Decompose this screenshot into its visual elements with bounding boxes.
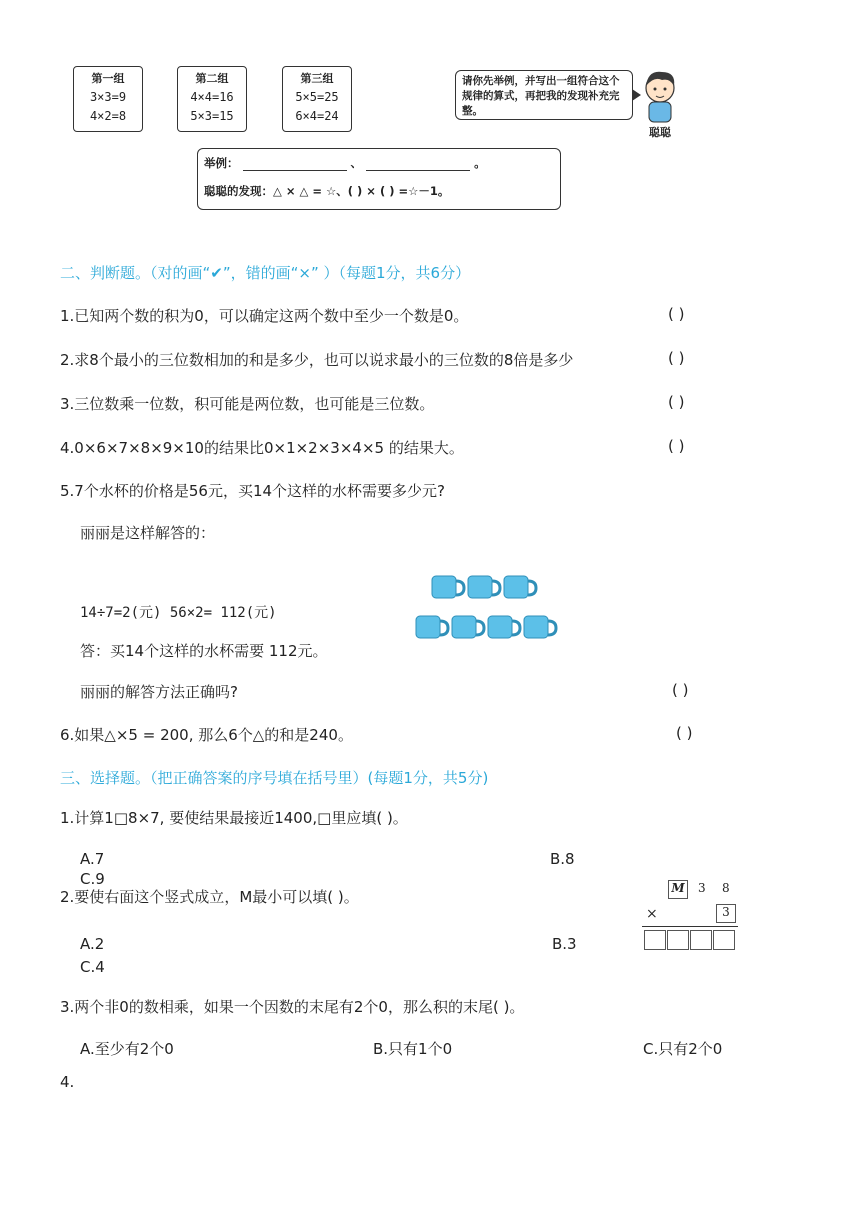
q5-calculation: 14÷7=2(元) 56×2= 112(元) [80, 605, 277, 621]
boy-illustration [636, 66, 684, 126]
tf-question-4: 4.0×6×7×8×9×10的结果比0×1×2×3×4×5 的结果大。 [60, 439, 464, 457]
vertical-multiplication [640, 880, 740, 950]
tf-question-3: 3.三位数乘一位数，积可能是两位数，也可能是三位数。 [60, 395, 435, 413]
separator: 、 [350, 156, 363, 170]
answer-paren[interactable]: ( ) [672, 681, 689, 699]
digit: 8 [722, 881, 730, 895]
mc3-option-b[interactable]: B.只有1个0 [373, 1040, 453, 1058]
mc3-option-a[interactable]: A.至少有2个0 [80, 1040, 174, 1058]
group-line: 5×5=25 [295, 90, 339, 104]
mc-question-4: 4. [60, 1073, 75, 1091]
tf-question-2: 2.求8个最小的三位数相加的和是多少，也可以说求最小的三位数的8倍是多少 [60, 351, 574, 369]
answer-paren[interactable]: ( ) [676, 724, 693, 742]
digit: 3 [698, 881, 706, 895]
mc1-option-b[interactable]: B.8 [550, 850, 575, 868]
tf-question-6: 6.如果△×5 = 200, 那么6个△的和是240。 [60, 726, 353, 744]
group-title: 第一组 [91, 72, 125, 85]
group-line: 4×4=16 [190, 90, 234, 104]
answer-paren[interactable]: ( ) [668, 349, 685, 367]
tf-question-1: 1.已知两个数的积为0，可以确定这两个数中至少一个数是0。 [60, 307, 469, 325]
section-3-heading: 三、选择题。（把正确答案的序号填在括号里）(每题1分，共5分) [60, 769, 489, 787]
group-box-1 [73, 66, 143, 132]
speech-bubble: 请你先举例，并写出一组符合这个规律的算式，再把我的发现补充完整。 [455, 70, 633, 120]
q5-question: 丽丽的解答方法正确吗? [80, 683, 238, 701]
answer-paren[interactable]: ( ) [668, 437, 685, 455]
answer-paren[interactable]: ( ) [668, 305, 685, 323]
mc1-option-c[interactable]: C.9 [80, 870, 105, 888]
mc2-option-b[interactable]: B.3 [552, 935, 577, 953]
finding-text: 聪聪的发现：△ × △ = ☆、( ) × ( ) =☆－1。 [204, 184, 450, 198]
group-line: 3×3=9 [89, 90, 127, 104]
divider [642, 926, 738, 927]
q5-answer: 答：买14个这样的水杯需要 112元。 [80, 642, 328, 660]
answer-box[interactable] [667, 930, 689, 950]
mc1-option-a[interactable]: A.7 [80, 850, 105, 868]
cup-icon [416, 576, 556, 638]
times-sign: × [646, 906, 658, 922]
group-box-3 [282, 66, 352, 132]
answer-box[interactable] [644, 930, 666, 950]
answer-box[interactable] [690, 930, 712, 950]
finding-box [197, 148, 561, 210]
section-2-heading: 二、判断题。（对的画“✔”，错的画“×” ）（每题1分，共6分） [60, 264, 471, 282]
blank-line [243, 156, 347, 171]
group-line: 6×4=24 [295, 109, 339, 123]
answer-box[interactable] [713, 930, 735, 950]
group-title: 第三组 [300, 72, 334, 85]
mc-question-2: 2.要使右面这个竖式成立，M最小可以填( )。 [60, 888, 359, 906]
group-line: 5×3=15 [190, 109, 234, 123]
example-label: 举例： [204, 156, 239, 170]
group-box-2 [177, 66, 247, 132]
character-name: 聪聪 [649, 126, 671, 139]
mc-question-3: 3.两个非0的数相乘，如果一个因数的末尾有2个0，那么积的末尾( )。 [60, 998, 525, 1016]
group-title: 第二组 [195, 72, 229, 85]
digit-box: 3 [716, 904, 736, 923]
blank-line [366, 156, 470, 171]
mc2-option-a[interactable]: A.2 [80, 935, 105, 953]
digit-m: M [668, 880, 688, 899]
mc3-option-c[interactable]: C.只有2个0 [643, 1040, 723, 1058]
answer-paren[interactable]: ( ) [668, 393, 685, 411]
tf-question-5: 5.7个水杯的价格是56元，买14个这样的水杯需要多少元? [60, 482, 445, 500]
group-line: 4×2=8 [89, 109, 127, 123]
mc2-option-c[interactable]: C.4 [80, 958, 105, 976]
cups-illustration [410, 572, 570, 646]
q5-intro: 丽丽是这样解答的： [80, 524, 216, 542]
mc-question-1: 1.计算1□8×7, 要使结果最接近1400,□里应填( )。 [60, 809, 408, 827]
period: 。 [474, 156, 486, 170]
